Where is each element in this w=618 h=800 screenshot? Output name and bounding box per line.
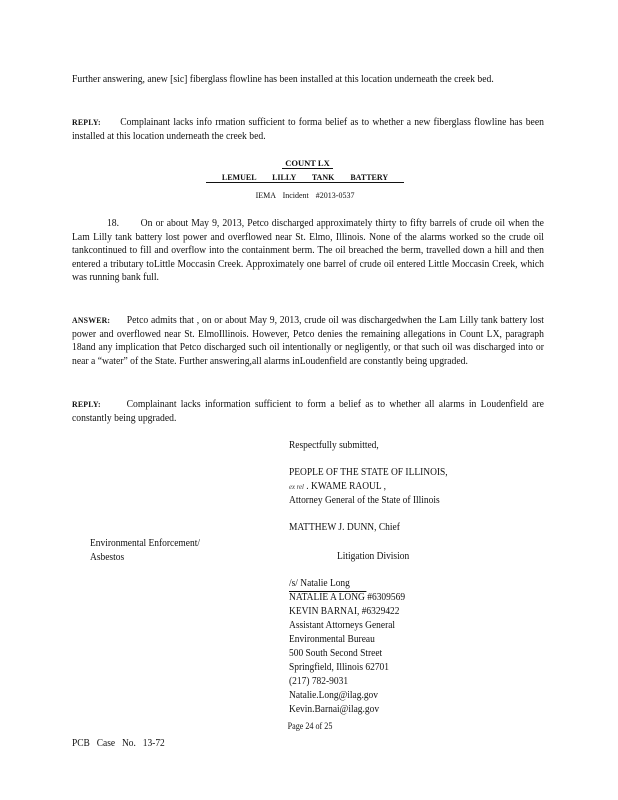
reply-paragraph-1	[72, 116, 544, 143]
kevin-barnai: KEVIN BARNAI, #6329422	[289, 606, 400, 617]
paragraph-18	[72, 217, 544, 285]
reply-label: REPLY:	[72, 399, 101, 409]
tank-battery-title: LEMUEL LILLY TANK BATTERY	[206, 173, 404, 183]
street-address: 500 South Second Street	[289, 648, 383, 659]
phone-number: (217) 782-9031	[289, 676, 349, 687]
paragraph-number: 18.	[106, 218, 120, 229]
email-kevin[interactable]: Kevin.Barnai@ilag.gov	[289, 704, 380, 715]
natalie-long: NATALIE A LONG #6309569	[289, 592, 406, 603]
attorney-general: Attorney General of the State of Illinois	[289, 495, 440, 506]
division-left	[90, 537, 200, 565]
email-natalie[interactable]: Natalie.Long@ilag.gov	[289, 690, 379, 701]
incident-number: IEMA Incident #2013-0537	[255, 191, 355, 200]
answer-label: ANSWER:	[72, 315, 111, 325]
litigation-division: Litigation Division	[337, 551, 410, 562]
answer-paragraph	[72, 314, 544, 368]
environmental-bureau: Environmental Bureau	[289, 634, 375, 645]
reply-text: Complainant lacks info rmation sufficient to forma belief as to whether a new fiberglass flowline has been installed at this location underneath the creek bed.	[72, 117, 544, 142]
raoul-name: . KWAME RAOUL ,	[306, 481, 387, 492]
city-address: Springfield, Illinois 62701	[289, 662, 390, 673]
reply-text: Complainant lacks information sufficient to form a belief as to whether all alarms in Loudenfield are constantly being upgraded.	[72, 399, 544, 424]
assistant-attorneys: Assistant Attorneys General	[289, 620, 396, 631]
answer-text: Petco admits that , on or about May 9, 2013, crude oil was dischargedwhen the Lam Lilly tank battery lost power and overflowed near St. ElmoIllinois. However, Petco denies the remaining allegations in Count LX, paragraph 18and any implication that Petco discharged such oil intentionally or negligently, or that such oil was discharged into or near a “water” of the State. Further answering,all alarms inLoudenfield are constantly being upgraded.	[72, 315, 544, 367]
paragraph-18-text: On or about May 9, 2013, Petco discharged approximately thirty to fifty barrels of crude oil when the Lam Lilly tank battery lost power and overflowed near St. Elmo, Illinois. None of the alarms worked so the crude oil tankcontinued to fill and overflow into the containment berm. The oil breached the berm, travelled down a hill and then entered a tributary toLittle Moccasin Creek. Approximately one barrel of crude oil entered Little Moccasin Creek, which was running bank full.	[72, 218, 544, 283]
division-line-2: Asbestos	[90, 552, 125, 563]
people-line: PEOPLE OF THE STATE OF ILLINOIS,	[289, 467, 448, 478]
count-heading	[210, 158, 405, 169]
division-line-1: Environmental Enforcement/	[90, 538, 200, 549]
case-number: PCB Case No. 13-72	[72, 738, 165, 749]
electronic-signature: /s/ Natalie Long	[289, 577, 366, 592]
reply-paragraph-2	[72, 398, 544, 425]
count-title: COUNT LX	[282, 158, 332, 169]
further-answering-paragraph: Further answering, anew [sic] fiberglass flowline has been installed at this location underneath the creek bed.	[72, 74, 494, 85]
page-number: Page 24 of 25	[287, 721, 333, 731]
ex-rel-line	[289, 480, 386, 494]
dunn-chief: MATTHEW J. DUNN, Chief	[289, 522, 400, 533]
reply-label: REPLY:	[72, 117, 101, 127]
ex-rel: ex rel	[289, 482, 304, 491]
respectfully-submitted: Respectfully submitted,	[289, 440, 379, 451]
